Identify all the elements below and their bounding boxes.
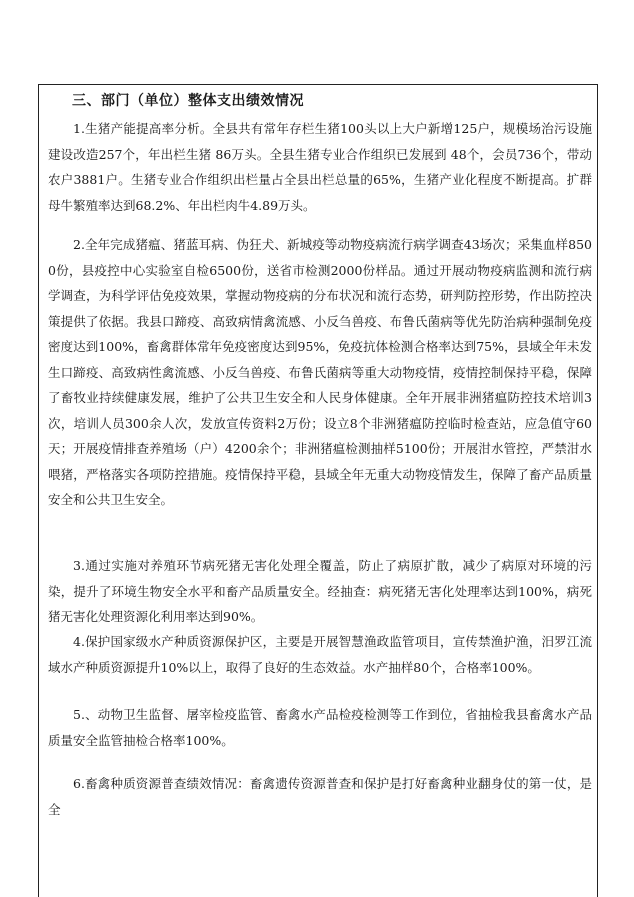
paragraph-disease-control: 2.全年完成猪瘟、猪蓝耳病、伪狂犬、新城疫等动物疫病流行病学调查43场次；采集血样8500份，县疫控中心实验室自检6500份，送省市检测2000份样品。通过开展动物疫病监测和流行病学调查，为科学评估免疫效果，掌握动物疫病的分布状况和流行态势，研判防控形势，作出防控决策提供了依据。我县口蹄疫、高致病情禽流感、小反刍兽疫、布鲁氏菌病等优先防治病种强制免疫密度达到100%，畜禽群体常年免疫密度达到95%，免疫抗体检测合格率达到75%，县域全年未发生口蹄疫、高致病性禽流感、小反刍兽疫、布鲁氏菌病等重大动物疫情，疫情控制保持平稳，保障了畜牧业持续健康发展，维护了公共卫生安全和人民身体健康。全年开展非洲猪瘟防控技术培训3次，培训人员300余人次，发放宣传资料2万份；设立8个非洲猪瘟防控临时检查站，应急值守60天；开展疫情排查养殖场（户）4200余个；非洲猪瘟检测抽样5100份；开展泔水管控，严禁泔水喂猪，严格落实各项防控措施。疫情保持平稳，县域全年无重大动物疫情发生，保障了畜产品质量安全和公共卫生安全。 (48, 237, 592, 507)
paragraph-harmless-disposal: 3.通过实施对养殖环节病死猪无害化处理全覆盖，防止了病原扩散，减少了病原对环境的污染，提升了环境生物安全水平和畜产品质量安全。经抽查：病死猪无害化处理率达到100%，病死猪无害化处理资源化利用率达到90%。 (48, 558, 592, 624)
paragraph-germplasm-census: 6.畜禽种质资源普查绩效情况：畜禽遗传资源普查和保护是打好畜禽种业翻身仗的第一仗，是全 (48, 776, 592, 817)
section-heading: 三、部门（单位）整体支出绩效情况 (72, 93, 304, 109)
paragraph-supervision: 5.、动物卫生监督、屠宰检疫监管、畜禽水产品检疫检测等工作到位，省抽检我县畜禽水产品质量安全监管抽检合格率100%。 (48, 707, 592, 748)
paragraph-pig-productivity: 1.生猪产能提高率分析。全县共有常年存栏生猪100头以上大户新增125户，规模场治污设施建设改造257个，年出栏生猪 86万头。全县生猪专业合作组织已发展到 48个，会员736个，带动农户3881户。生猪专业合作组织出栏量占全县出栏总量的65%，生猪产业化程度不断提高。扩群母牛繁殖率达到68.2%、年出栏肉牛4.89万头。 (48, 121, 592, 213)
paragraph-aquatic-resources: 4.保护国家级水产种质资源保护区，主要是开展智慧渔政监管项目，宣传禁渔护渔，汨罗江流域水产种质资源提升10%以上，取得了良好的生态效益。水产抽样80个，合格率100%。 (48, 634, 592, 675)
